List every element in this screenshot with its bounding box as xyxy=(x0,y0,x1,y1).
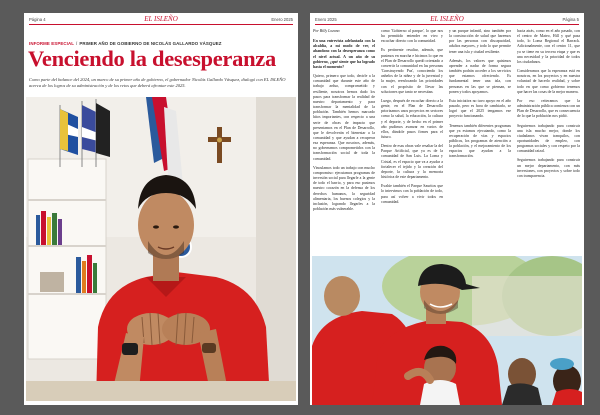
body-paragraph: Es pertinente resaltar, además, que pusimos en marcha e hicimos lo que en el Plan de Desarrollo quedó orientado a convertir la comunidad en las personas 'Construyendo Paz', conociendo los anhelos de la niñez y de la juventud y la mujer, reenfocando las prioridades con el propósito de llevar las soluciones que tanto se necesitan. xyxy=(381,48,443,94)
body-paragraph: y un parque infantil, sino también por la construcción de salud que haremos por las personas con discapacidad, adultos mayores, y todo lo que permite tener una isla y ciudad resiliente. xyxy=(449,29,511,54)
article-column-1 xyxy=(313,29,375,254)
page-number: Página 5 xyxy=(562,17,579,22)
header-rule xyxy=(315,24,579,25)
kicker-topic: PRIMER AÑO DE GOBIERNO DE NICOLÁS GALLARDO VÁSQUEZ xyxy=(79,41,222,46)
body-paragraph: como 'Gobierno al parque', lo que nos ha permitido entender en vivo y escuchar directo con la comunidad. xyxy=(381,29,443,44)
body-paragraph: Además, los valores que quisimos aprender a nadar de forma segura también podrán acceder a los servicios que estamos ofreciendo. Es fundamental tener una isla, con personas en las que se piensan, se ponen y todos apoyamos. xyxy=(449,58,511,94)
body-paragraph: hacia atrás, como en el año pasado, con el centro de Mateo, Hill y qué pasa todo, lo Loma Regional el Barrack. Adicionalmente, con el centro 11, que ya se tiene en su tercera etapa y que es una necesidad y la prioridad de todos los ciudadanos. xyxy=(517,29,580,64)
headline: Venciendo la desesperanza xyxy=(28,46,276,71)
left-page xyxy=(24,13,298,405)
question-paragraph: En una entrevista adelantada con la alcaldía, a mi modo de ver, el abandono con la desesperanza como el nivel actual. A un año de su gobierno, ¿qué siente que ha logrado hasta el momento? xyxy=(313,39,375,69)
community-photo xyxy=(312,256,582,405)
body-paragraph: Dentro de esas obras vale resaltar la del Parque Artificial, que ya es de la comunidad de San Luis. La Loma y Cristal, es el espacio que va a ayudar a fortalecer el tejido y la creación del deporte, la cultura y la memoria histórica de este departamento. xyxy=(381,144,443,180)
masthead: EL ISLEÑO xyxy=(144,15,178,23)
masthead: EL ISLEÑO xyxy=(430,15,464,23)
standfirst: Como parte del balance del 2024, un marco de su primer año de gobierno, el gobernador Nicolás Gallardo Vásquez, dialogó con EL ISLEÑO acerca de los logros de su administración y de los retos que deberá afrontar este 2025. xyxy=(29,77,286,88)
body-paragraph: Seguiremos trabajando para construir un mejor departamento, con más inversiones, con proyectos y sobre todo con transparencia. xyxy=(517,158,580,178)
issue-date: Enero 2025 xyxy=(271,17,293,22)
governor-photo xyxy=(26,97,296,401)
body-paragraph: Luego, después de escuchar directo a la gente, en el Plan de Desarrollo priorizamos unos proyectos en sectores como la salud, la educación, la cultura y el deporte, y de hecho en el primer año pudimos avanzar en varios de ellos, dándole pasos firmes para el futuro. xyxy=(381,98,443,139)
body-paragraph: Seguiremos trabajando para construir una isla mucho mejor, donde los ciudadanos vivan tranquilos, con oportunidades de empleo, con programas sociales y con respeto por la comunidad raizal. xyxy=(517,123,580,154)
byline: Por Billy Lozano xyxy=(313,29,340,33)
article-column-3 xyxy=(449,29,511,254)
body-paragraph: Consideramos que la esperanza está en nosotros, en los proyectos y en nuestra voluntad de hacerlo realidad, y sobre todo en que como gobierno tenemos que hacer las cosas de la mejor manera. xyxy=(517,69,580,94)
body-paragraph: Vinculamos todo un trabajo con mucho compromiso: ejecutamos programas de inversión social para llegarle a la gente de todo el barrio, y para eso pusimos nuestro corazón en la defensa de los derechos humanos, la seguridad alimentaria, los buenos colegios y la inclusión, logrando llegarles a la población más vulnerable. xyxy=(313,165,375,211)
article-column-2 xyxy=(381,29,443,254)
right-page xyxy=(310,13,584,405)
body-paragraph: Esta iniciativa no tuvo apoyo en el año pasado, pero es hora de cambiarlo, se logró que el 2025 tengamos ese proyecto funcionando. xyxy=(449,98,511,119)
body-paragraph: Por eso reiteramos que la administración pública comienza con un Plan de Desarrollo, que es consecuencia de lo que la población nos pidió. xyxy=(517,98,580,119)
body-paragraph: Evalúe también el Parque Sauritos que lo intervimos con la población de todo, para así volver a vivir todos en comunidad. xyxy=(381,184,443,204)
body-paragraph: Quiero, primero que todo, decirle a la comunidad que durante este año de trabajo arduo, comprometido y resiliente, nosotros hemos dado los pasos para transformar la realidad de nuestro departamento y para transformar la mentalidad de la población. También hemos marcado hitos importantes, con respecto a una serie de obras de impacto que presentamos en el Plan de Desarrollo, que le devolverán el bienestar a la comunidad y que ayudan a recuperar esa esperanza. Que nosotros, además, no gobernamos comprometidos con la transformación social de toda la comunidad. xyxy=(313,74,375,161)
body-paragraph: Tenemos también diferentes programas que ya estamos ejecutando, como la recuperación de vías y espacios públicos, los programas de atención a la población, y el mejoramiento de los espacios que ayudan a la transformación. xyxy=(449,123,511,159)
header-rule xyxy=(29,24,293,25)
issue-date: Enero 2025 xyxy=(315,17,337,22)
page-number: Página 4 xyxy=(29,17,46,22)
article-column-4 xyxy=(517,29,580,254)
section-kicker: INFORME ESPECIAL / PRIMER AÑO DE GOBIERNO DE NICOLÁS GALLARDO VÁSQUEZ xyxy=(29,41,222,46)
kicker-section: INFORME ESPECIAL xyxy=(29,41,75,46)
